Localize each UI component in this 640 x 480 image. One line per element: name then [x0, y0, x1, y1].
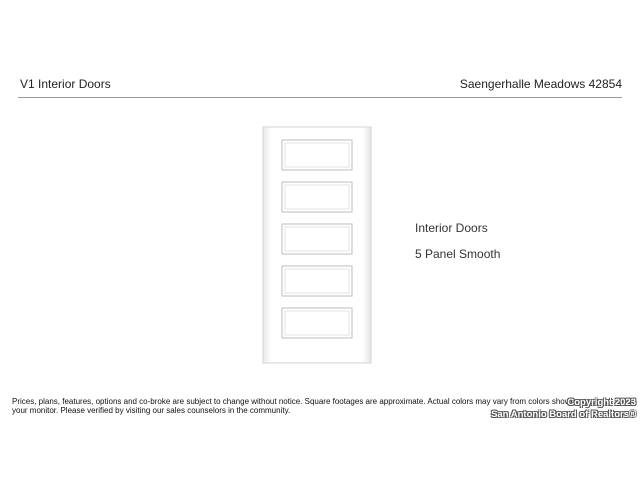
spec-style: 5 Panel Smooth — [415, 247, 501, 261]
spec-category: Interior Doors — [415, 221, 488, 235]
door-panel — [282, 140, 352, 170]
watermark-line-1: Copyright 2023 — [567, 397, 636, 408]
community-name: Saengerhalle Meadows 42854 — [459, 77, 622, 91]
header-divider — [18, 97, 622, 98]
door-image — [262, 126, 372, 364]
door-panel — [282, 182, 352, 212]
door-panel — [282, 224, 352, 254]
copyright-watermark — [491, 397, 636, 421]
door-panel — [282, 308, 352, 338]
door-panel — [282, 266, 352, 296]
watermark-line-2: San Antonio Board of Realtors® — [491, 409, 636, 420]
disclaimer-text: Prices, plans, features, options and co-broke are subject to change without notice. Square footages are approximate. Actual colors may vary from colors shown on your monitor. Please verified by visiting our sales counselors in the community. — [12, 397, 587, 415]
header-title: V1 Interior Doors — [20, 77, 111, 91]
